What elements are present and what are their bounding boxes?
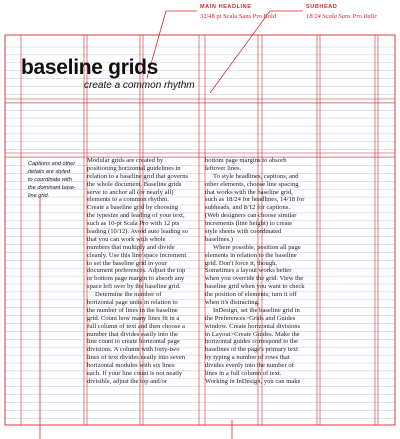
text-line: subheads, and 8/12 for captions. <box>205 204 290 212</box>
text-line: (Web designers can choose similar <box>205 212 297 220</box>
text-line: grid. Don't force it, though. <box>205 259 278 267</box>
text-line: divisions. A column with forty-two <box>87 346 180 354</box>
text-line: such as 10-pt Scala Pro with 12 pts <box>87 220 180 228</box>
text-line: the whole document. Baseline grids <box>87 180 182 188</box>
text-line: horizontal modules with six lines <box>87 362 175 370</box>
text-line: that you can work with whole <box>87 235 166 243</box>
caption-line: details are styled <box>28 168 70 175</box>
text-line: elements in relation to the baseline <box>205 251 297 259</box>
caption-line: to coordinate with <box>28 176 72 183</box>
column-guides <box>5 35 395 425</box>
text-line: document preferences. Adjust the top <box>87 267 186 275</box>
text-line: number that divides easily into the <box>87 330 179 338</box>
text-line: space left over by the baseline grid. <box>87 283 181 291</box>
text-line: such as 18/24 for headlines, 14/18 for <box>205 196 305 204</box>
text-line: Where possible, position all page <box>213 243 301 251</box>
text-line: window. Create horizontal divisions <box>205 322 301 330</box>
text-line: each. If your line count is not neatly <box>87 370 183 378</box>
text-line: the Preferences>Grids and Guides <box>205 314 296 322</box>
page-subtitle: create a common rhythm <box>84 80 195 91</box>
text-line: divisible, adjust the top and/or <box>87 377 168 385</box>
text-line: by typing a number of rows that <box>205 354 290 362</box>
text-line: InDesign, set the baseline grid in <box>213 306 300 314</box>
text-line: Create a baseline grid by choosing <box>87 204 179 212</box>
text-line: baseline grid when you want to check <box>205 283 305 291</box>
text-line: full column of text and then choose a <box>87 322 185 330</box>
headline-annotation-spec: 32/48 pt Scala Sans Pro Bold <box>200 13 277 20</box>
page-frame <box>5 35 395 425</box>
text-line: lines of text divides neatly into seven <box>87 354 186 362</box>
text-line: cleanly. Use this line space increment <box>87 251 187 259</box>
subhead-annotation-label: SUBHEAD <box>306 4 338 10</box>
subhead-annotation-spec: 18/24 Scala Sans Pro Italic <box>306 13 378 20</box>
text-line: or bottom page margin to absorb any <box>87 275 185 283</box>
text-line: style sheets with coordinated <box>205 228 282 236</box>
text-line: baselines of the page's primary text <box>205 346 298 354</box>
text-line: leftover lines. <box>205 164 242 172</box>
page-title: baseline grids <box>21 56 159 79</box>
text-line: grid. Count how many lines fit in a <box>87 314 180 322</box>
text-line: lines in a full column of text. <box>205 370 282 378</box>
text-line: positioning horizontal guidelines in <box>87 164 181 172</box>
text-line: serve to anchor all (or nearly all) <box>87 188 174 196</box>
text-line: Determine the number of <box>95 291 162 299</box>
text-line: divides evenly into the number of <box>205 362 294 370</box>
text-line: other elements, choose line spacing <box>205 180 299 188</box>
text-line: Working in InDesign, you can make <box>205 377 301 385</box>
baseline-grid <box>5 47 395 418</box>
text-line: Modular grids are created by <box>87 157 164 164</box>
caption-line: Captions and other <box>28 161 76 167</box>
text-line: horizontal page units in relation to <box>87 299 178 307</box>
text-line: to set the baseline grid in your <box>87 259 167 267</box>
text-line: leading (10/12). Avoid auto leading so <box>87 228 188 236</box>
text-line: when you override the grid. View the <box>205 275 304 283</box>
caption-line: line grid. <box>28 192 50 199</box>
text-line: line count to create horizontal page <box>87 338 180 346</box>
body-column-2 <box>205 157 320 386</box>
text-line: that works with the baseline grid, <box>205 188 293 196</box>
headline-annotation-label: MAIN HEADLINE <box>200 4 252 10</box>
text-line: numbers that multiply and divide <box>87 243 175 251</box>
text-line: relation to a baseline grid that governs <box>87 172 189 180</box>
text-line: the typesize and leading of your text, <box>87 212 185 220</box>
caption-block <box>28 161 76 201</box>
text-line: in Layout>Create Guides. Make the <box>205 330 300 338</box>
text-line: the position of elements; turn it off <box>205 291 297 299</box>
body-column-1 <box>87 157 199 386</box>
text-line: horizontal guides correspond to the <box>205 338 299 346</box>
text-line: bottom page margins to absorb <box>205 157 287 164</box>
text-line: To style headlines, captions, and <box>213 172 299 180</box>
caption-line: the dominant base- <box>28 184 76 191</box>
text-line: when it's distracting. <box>205 299 260 307</box>
subhead-leader-line <box>210 11 303 93</box>
text-line: the number of lines in the baseline <box>87 306 178 314</box>
text-line: increments (line height) to create <box>205 220 293 228</box>
text-line: elements to a common rhythm. <box>87 196 169 204</box>
text-line: baselines.) <box>205 235 234 243</box>
text-line: Sometimes a layout works better <box>205 267 292 275</box>
